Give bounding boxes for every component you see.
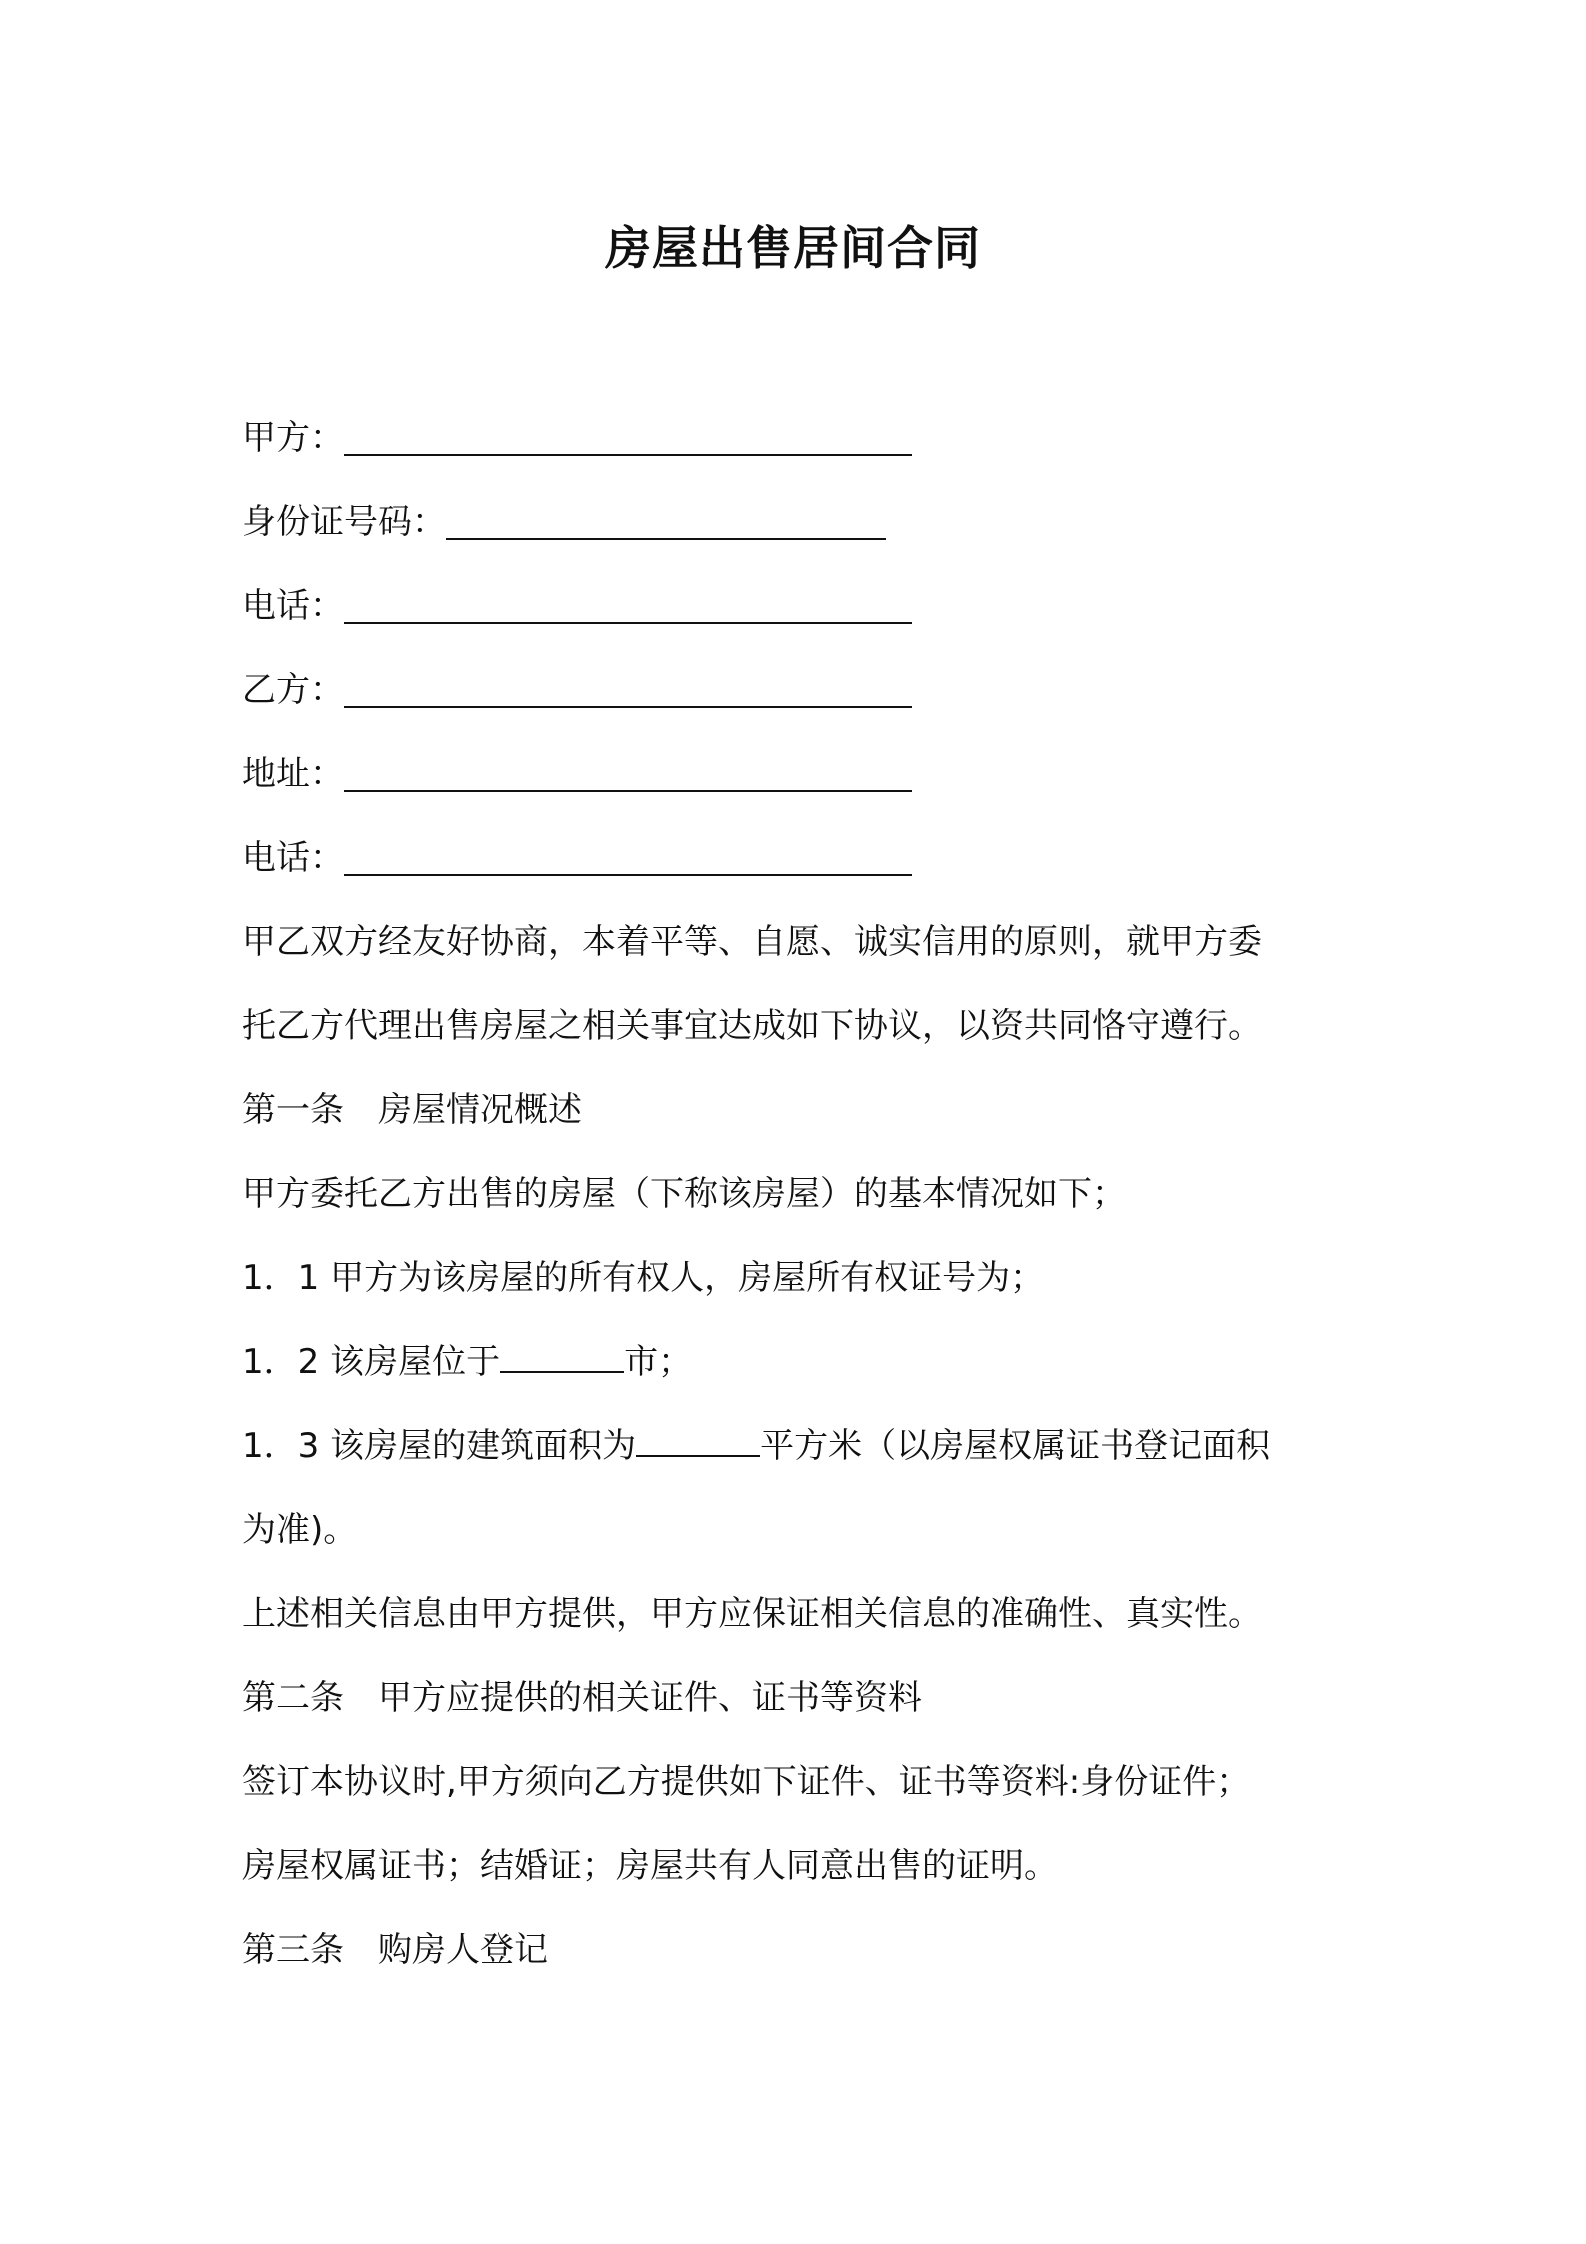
field-label: 电话： [242, 838, 344, 878]
article-1-heading: 第一条 房屋情况概述 [242, 1090, 582, 1130]
field-label: 乙方： [242, 670, 344, 710]
article-3-heading: 第三条 购房人登记 [242, 1930, 548, 1970]
article-2-line-2: 房屋权属证书；结婚证；房屋共有人同意出售的证明。 [242, 1846, 1058, 1886]
document-title: 房屋出售居间合同 [605, 221, 981, 275]
field-address [242, 746, 912, 802]
field-label: 甲方： [242, 418, 344, 458]
blank-line [344, 416, 912, 456]
intro-line-1: 甲乙双方经友好协商，本着平等、自愿、诚实信用的原则，就甲方委 [242, 922, 1262, 962]
article-1-intro: 甲方委托乙方出售的房屋（下称该房屋）的基本情况如下； [242, 1174, 1126, 1214]
field-label: 地址： [242, 754, 344, 794]
clause-1-3 [242, 1418, 1270, 1474]
article-2-heading: 第二条 甲方应提供的相关证件、证书等资料 [242, 1678, 922, 1718]
clause-1-2 [242, 1334, 692, 1390]
field-label: 电话： [242, 586, 344, 626]
field-id-number [242, 494, 886, 550]
blank-line [500, 1341, 624, 1373]
blank-line [344, 668, 912, 708]
field-label: 身份证号码： [242, 502, 446, 542]
blank-line [446, 500, 886, 540]
blank-line [344, 752, 912, 792]
field-phone-b [242, 830, 912, 886]
blank-line [344, 584, 912, 624]
clause-text: 1．2 该房屋位于 [242, 1342, 501, 1382]
clause-text: 1．3 该房屋的建筑面积为 [242, 1426, 637, 1466]
clause-1-1: 1．1 甲方为该房屋的所有权人，房屋所有权证号为； [242, 1258, 1045, 1298]
clause-1-3-continued: 为准)。 [242, 1510, 358, 1550]
field-party-a [242, 410, 912, 466]
blank-line [636, 1425, 760, 1457]
clause-text: 市； [624, 1342, 693, 1382]
article-2-line-1: 签订本协议时,甲方须向乙方提供如下证件、证书等资料:身份证件； [242, 1762, 1251, 1802]
article-1-note: 上述相关信息由甲方提供，甲方应保证相关信息的准确性、真实性。 [242, 1594, 1262, 1634]
field-party-b [242, 662, 912, 718]
field-phone-a [242, 578, 912, 634]
intro-line-2: 托乙方代理出售房屋之相关事宜达成如下协议，以资共同恪守遵行。 [242, 1006, 1262, 1046]
clause-text: 平方米（以房屋权属证书登记面积 [760, 1426, 1271, 1466]
blank-line [344, 836, 912, 876]
